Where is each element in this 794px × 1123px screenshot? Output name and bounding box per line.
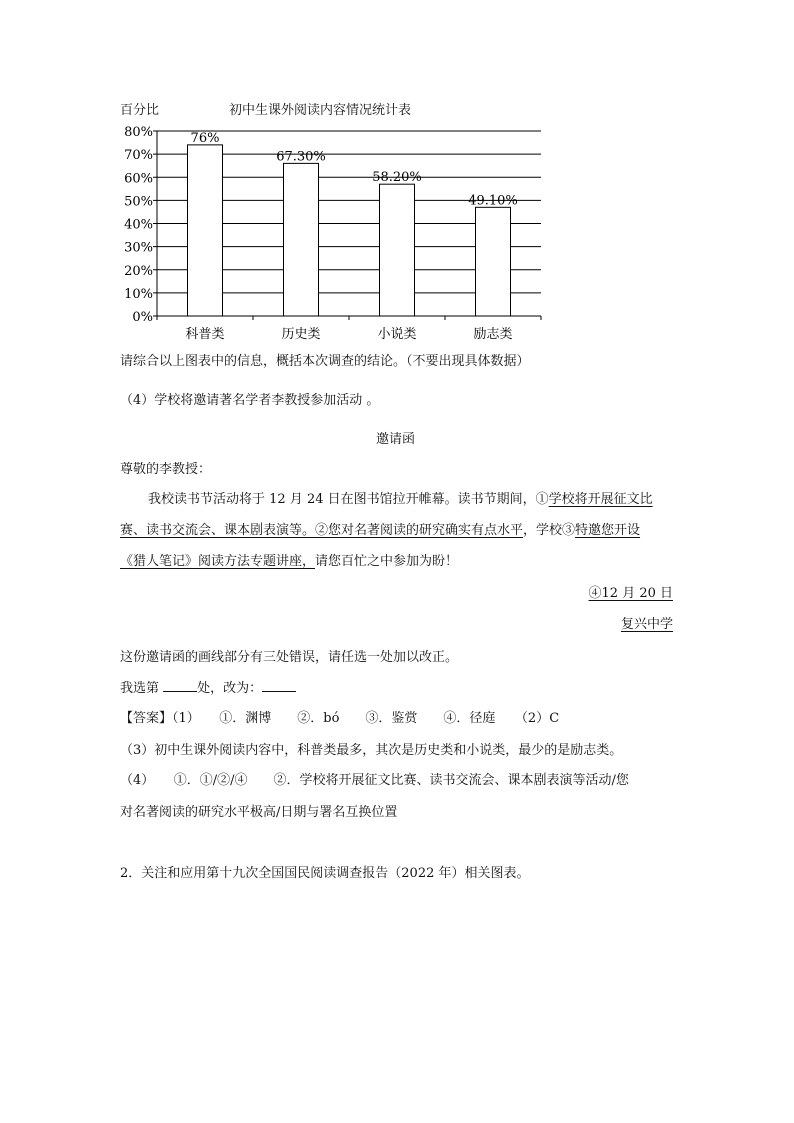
letter-body-text: 我校读书节活动将于 12 月 24 日在图书馆拉开帷幕。读书节期间，① [148, 492, 549, 507]
bar-小说类 [380, 184, 415, 316]
data-label: 49.10% [468, 193, 518, 209]
bar-励志类 [476, 207, 511, 316]
question4-intro: （4）学校将邀请著名学者李教授参加活动 。 [120, 393, 380, 408]
data-label: 76% [190, 130, 220, 146]
underlined-error-3b: 《猎人笔记》阅读方法专题讲座， [120, 554, 316, 569]
letter-body-text: ，学校③ [523, 523, 576, 538]
letter-signature: 复兴中学 [620, 617, 673, 632]
y-tick-label: 30% [124, 240, 153, 256]
x-tick-label: 励志类 [473, 327, 513, 342]
chart-ylabel: 百分比 [120, 103, 160, 118]
underlined-error-1: 学校将开展征文比 [548, 492, 653, 507]
letter-body-line2 [120, 519, 640, 538]
x-tick-label: 科普类 [185, 327, 225, 342]
data-label: 58.20% [372, 170, 422, 186]
letter-body-line3 [120, 550, 458, 569]
letter-heading: 邀请函 [376, 432, 416, 447]
chart-title: 初中生课外阅读内容情况统计表 [229, 103, 412, 118]
letter-body-line1 [148, 488, 653, 507]
answer-line-3: （4） ①．①/②/④ ②．学校将开展征文比赛、读书交流会、课本剧表演等活动/您 [120, 773, 629, 788]
y-tick-label: 80% [124, 125, 153, 140]
question2-heading: 2．关注和应用第十九次全国国民阅读调查报告（2022 年）相关图表。 [120, 866, 530, 881]
x-tick-label: 历史类 [281, 327, 321, 342]
letter-body-text: 请您百忙之中参加为盼！ [315, 554, 459, 569]
underlined-error-2: 赛、读书交流会、课本剧表演等。②您对名著阅读的研究确实有点水平 [120, 523, 524, 538]
y-tick-label: 0% [132, 310, 153, 325]
answer-template [120, 677, 296, 696]
bar-chart [0, 110, 794, 470]
blank-input-2[interactable] [262, 679, 296, 692]
answer-line-2: （3）初中生课外阅读内容中，科普类最多，其次是历史类和小说类，最少的是励志类。 [120, 743, 623, 758]
x-tick-label: 小说类 [377, 327, 417, 342]
bar-历史类 [284, 163, 319, 316]
question-prompt: 这份邀请函的画线部分有三处错误，请任选一处加以改正。 [120, 650, 459, 665]
answer-label-b: 处，改为： [197, 681, 263, 696]
y-tick-label: 60% [124, 171, 153, 187]
underlined-error-3: 特邀您开设 [575, 523, 641, 538]
y-tick-label: 40% [124, 217, 153, 233]
blank-input-1[interactable] [163, 679, 197, 692]
letter-date: ④12 月 20 日 [588, 586, 673, 601]
y-tick-label: 70% [124, 148, 153, 164]
answer-line-1: 【答案】（1） ①．渊博 ②．bó ③．鉴赏 ④．径庭 （2）C [120, 711, 560, 726]
y-tick-label: 20% [124, 263, 153, 279]
answer-line-4: 对名著阅读的研究水平极高/日期与署名互换位置 [120, 805, 398, 820]
y-tick-label: 50% [124, 194, 153, 210]
data-label: 67.30% [276, 149, 326, 165]
letter-salutation: 尊敬的李教授： [120, 462, 212, 477]
y-tick-label: 10% [124, 286, 153, 302]
answer-label-a: 我选第 [120, 681, 160, 696]
bar-科普类 [188, 145, 223, 316]
question3-prompt: 请综合以上图表中的信息，概括本次调查的结论。（不要出现具体数据） [120, 354, 530, 369]
